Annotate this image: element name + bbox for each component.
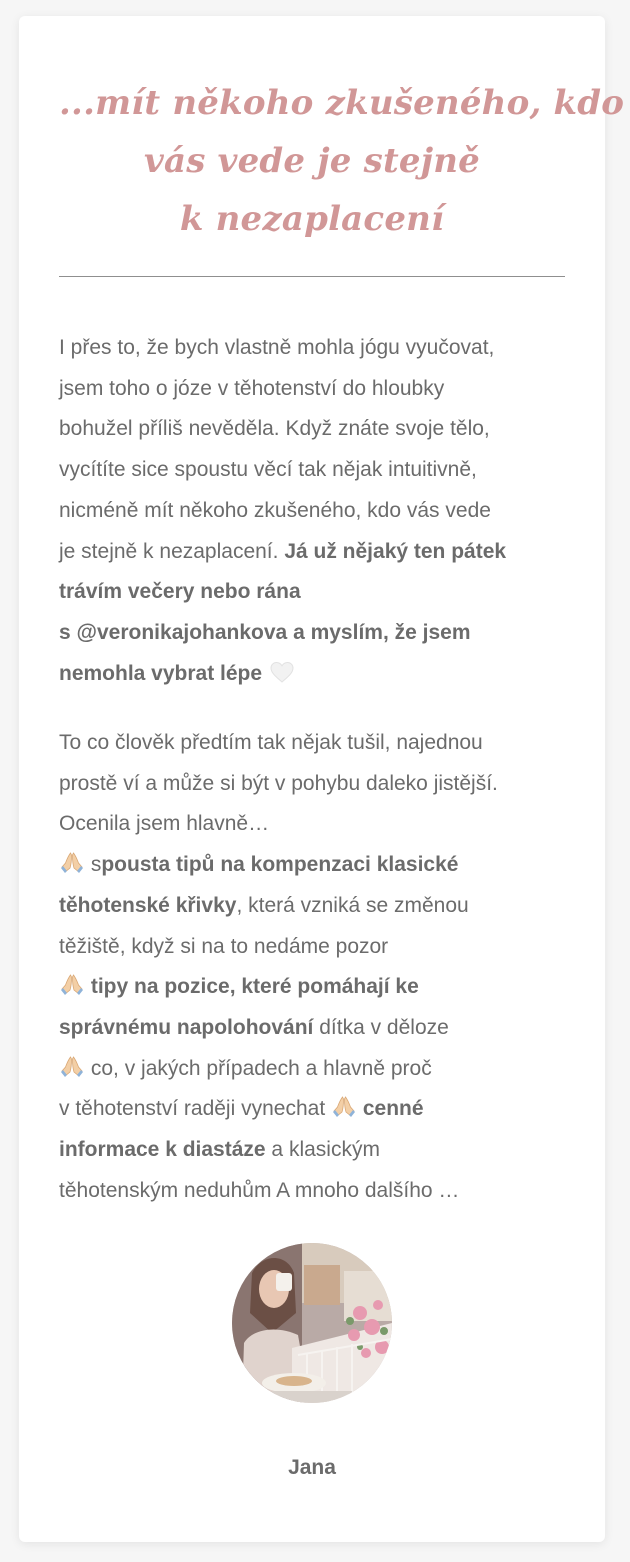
text-line: [59, 967, 569, 1008]
testimonial-paragraph-1: [59, 328, 569, 694]
text-line: [59, 1049, 569, 1090]
text-line: [59, 845, 569, 886]
text-line: vycítíte sice spoustu věcí tak nějak intuitivně,: [59, 458, 477, 482]
text-line: bohužel příliš nevěděla. Když znáte svoje tělo,: [59, 417, 490, 441]
text-line: prostě ví a může si být v pohybu daleko jistější.: [59, 771, 498, 795]
bold-text-segment: tipy na pozice, které pomáhají ke: [90, 975, 419, 999]
bold-text-segment: trávím večery nebo rána: [59, 580, 301, 604]
folded-hands-icon: [59, 973, 85, 997]
divider: [59, 276, 565, 277]
text-line: I přes to, že bych vlastně mohla jógu vyučovat,: [59, 336, 495, 359]
text-segment: je stejně k nezaplacení.: [59, 539, 285, 563]
testimonial-card: [19, 16, 625, 1542]
bold-text-segment: pousta tipů na kompenzaci klasické: [101, 853, 459, 877]
text-line: nicméně mít někoho zkušeného, kdo vás vede: [59, 498, 491, 522]
testimonial-paragraph-2: [59, 723, 569, 1211]
text-line: [59, 1008, 569, 1049]
heading-line: k nezaplacení: [179, 199, 445, 239]
avatar: [232, 1243, 392, 1403]
text-line: [59, 1089, 569, 1130]
text-line: [59, 1130, 569, 1171]
text-segment: v těhotenství raději vynechat: [59, 1097, 331, 1121]
heading-line: ...mít někoho zkušeného, kdo: [59, 83, 625, 123]
text-line: [59, 532, 569, 573]
text-line: To co člověk předtím tak nějak tušil, najednou: [59, 731, 483, 754]
bold-text-segment: s @veronikajohankova a myslím, že jsem: [59, 620, 471, 644]
text-line: [59, 613, 569, 654]
avatar-photo: [232, 1243, 392, 1403]
text-line: těžiště, když si na to nedáme pozor: [59, 934, 389, 958]
text-segment: dítka v děloze: [313, 1015, 449, 1039]
text-segment: a klasickým: [265, 1138, 380, 1162]
text-line: [59, 886, 569, 927]
bold-text-segment: cenné: [362, 1097, 424, 1121]
bold-text-segment: informace k diastáze: [59, 1138, 266, 1162]
white-heart-icon: [270, 661, 294, 683]
folded-hands-icon: [331, 1095, 357, 1119]
bold-text-segment: nemohla vybrat lépe: [59, 661, 263, 685]
bold-text-segment: správnému napolohování: [59, 1015, 314, 1039]
text-segment: , která vzniká se změnou: [236, 893, 469, 917]
text-line: Ocenila jsem hlavně…: [59, 812, 270, 836]
text-line: jsem toho o józe v těhotenství do hloubky: [59, 376, 445, 400]
folded-hands-icon: [59, 851, 85, 875]
text-line: [59, 572, 569, 613]
testimonial-heading: [59, 74, 625, 248]
folded-hands-icon: [59, 1055, 85, 1079]
author-name: Jana: [288, 1456, 336, 1479]
heading-line: vás vede je stejně: [144, 141, 480, 181]
text-line: [59, 654, 569, 695]
text-segment: co, v jakých případech a hlavně proč: [90, 1056, 432, 1080]
bold-text-segment: Já už nějaký ten pátek: [284, 539, 507, 563]
text-line: těhotenským neduhům A mnoho dalšího …: [59, 1178, 460, 1202]
text-segment: s: [90, 853, 102, 877]
bold-text-segment: těhotenské křivky: [59, 893, 237, 917]
